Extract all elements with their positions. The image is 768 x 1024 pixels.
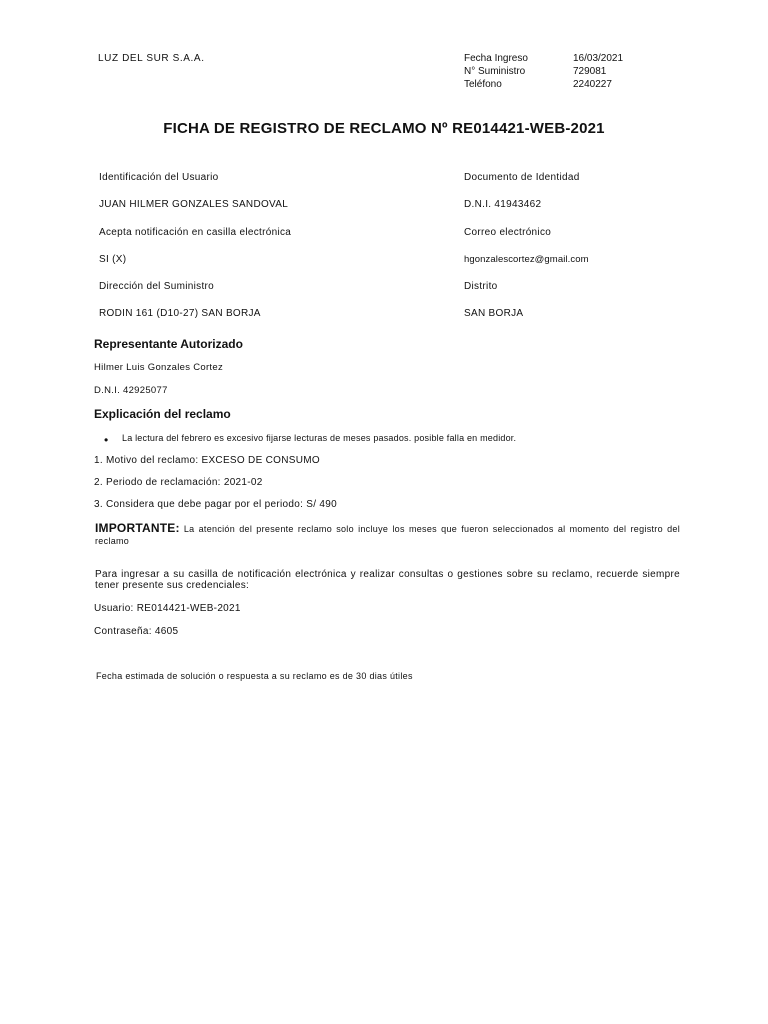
- explanation-heading: Explicación del reclamo: [94, 407, 231, 421]
- fecha-ingreso-value: 16/03/2021: [573, 53, 624, 64]
- explanation-bullet: La lectura del febrero es excesivo fijarse lecturas de meses pasados. posible falla en medidor.: [122, 433, 517, 443]
- user-dni: D.N.I. 41943462: [464, 199, 542, 210]
- doc-id-label: Documento de Identidad: [464, 172, 580, 183]
- email-value: hgonzalescortez@gmail.com: [464, 254, 589, 265]
- notification-value: SI (X): [99, 254, 127, 265]
- credentials-intro: Para ingresar a su casilla de notificación electrónica y realizar consultas o gestiones sobre su reclamo, recuerde siempre tener presente sus credenciales:: [95, 569, 680, 591]
- representative-dni: D.N.I. 42925077: [94, 385, 168, 396]
- fecha-ingreso-label: Fecha Ingreso: [464, 53, 528, 64]
- important-text: La atención del presente reclamo solo incluye los meses que fueron seleccionados al momento del registro del reclamo: [95, 524, 680, 546]
- claim-amount: 3. Considera que debe pagar por el periodo: S/ 490: [94, 499, 337, 510]
- address-label: Dirección del Suministro: [99, 281, 215, 292]
- user-id-label: Identificación del Usuario: [99, 172, 219, 183]
- user-name: JUAN HILMER GONZALES SANDOVAL: [99, 199, 289, 210]
- claim-period: 2. Periodo de reclamación: 2021-02: [94, 477, 263, 488]
- suministro-label: N° Suministro: [464, 66, 526, 77]
- representative-name: Hilmer Luis Gonzales Cortez: [94, 362, 224, 373]
- telefono-value: 2240227: [573, 79, 612, 90]
- page-title: FICHA DE REGISTRO DE RECLAMO Nº RE014421-WEB-2021: [163, 120, 605, 137]
- telefono-label: Teléfono: [464, 79, 502, 90]
- district-value: SAN BORJA: [464, 308, 524, 319]
- representative-heading: Representante Autorizado: [94, 337, 243, 351]
- district-label: Distrito: [464, 281, 498, 292]
- address-value: RODIN 161 (D10-27) SAN BORJA: [99, 308, 261, 319]
- important-note: [95, 522, 680, 547]
- credentials-user: Usuario: RE014421-WEB-2021: [94, 603, 241, 614]
- resolution-estimate: Fecha estimada de solución o respuesta a su reclamo es de 30 dias útiles: [96, 671, 413, 681]
- claim-reason: 1. Motivo del reclamo: EXCESO DE CONSUMO: [94, 455, 320, 466]
- credentials-password: Contraseña: 4605: [94, 626, 179, 637]
- email-label: Correo electrónico: [464, 227, 552, 238]
- bullet-icon: •: [104, 433, 109, 447]
- important-label: IMPORTANTE:: [95, 521, 180, 535]
- suministro-value: 729081: [573, 66, 607, 77]
- notification-label: Acepta notificación en casilla electrónica: [99, 227, 292, 238]
- company-name: LUZ DEL SUR S.A.A.: [98, 53, 205, 64]
